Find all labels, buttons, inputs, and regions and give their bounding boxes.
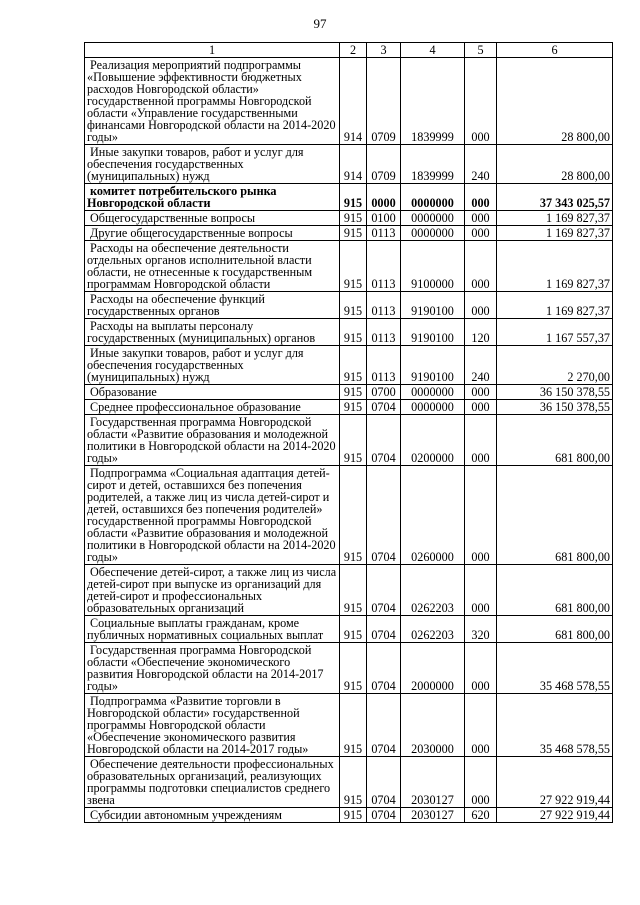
- table-row: [85, 415, 613, 466]
- table-row: [85, 346, 613, 385]
- row-target-code: 9190100: [401, 346, 465, 385]
- row-target-code: 1839999: [401, 145, 465, 184]
- row-expense-type: 240: [465, 346, 497, 385]
- row-expense-type: 000: [465, 211, 497, 226]
- row-target-code: 0000000: [401, 226, 465, 241]
- row-expense-type: 000: [465, 241, 497, 292]
- row-ministry-code: 914: [340, 58, 367, 145]
- row-amount: 37 343 025,57: [497, 184, 613, 211]
- row-amount: 681 800,00: [497, 466, 613, 565]
- row-expense-type: 620: [465, 808, 497, 823]
- table-row: [85, 466, 613, 565]
- row-expense-type: 320: [465, 616, 497, 643]
- row-target-code: 0000000: [401, 400, 465, 415]
- row-section-code: 0113: [367, 241, 401, 292]
- row-name: Образование: [85, 385, 340, 400]
- row-name: Государственная программа Новгородской области «Развитие образования и молодежной политики в Новгородской области на 2014-2020 годы»: [85, 415, 340, 466]
- row-ministry-code: 915: [340, 643, 367, 694]
- row-target-code: 0262203: [401, 616, 465, 643]
- row-name: Социальные выплаты гражданам, кроме публичных нормативных социальных выплат: [85, 616, 340, 643]
- row-name: Подпрограмма «Развитие торговли в Новгородской области» государственной программы Новгородской области «Обеспечение экономического развития Новгородской области на 2014-2017 годы»: [85, 694, 340, 757]
- column-header-6: 6: [497, 43, 613, 58]
- row-amount: 681 800,00: [497, 415, 613, 466]
- row-target-code: 2030000: [401, 694, 465, 757]
- row-expense-type: 000: [465, 643, 497, 694]
- row-amount: 1 169 827,37: [497, 292, 613, 319]
- row-expense-type: 000: [465, 292, 497, 319]
- row-target-code: 9100000: [401, 241, 465, 292]
- column-header-3: 3: [367, 43, 401, 58]
- row-target-code: 0000000: [401, 385, 465, 400]
- row-name: Иные закупки товаров, работ и услуг для обеспечения государственных (муниципальных) нужд: [85, 346, 340, 385]
- row-ministry-code: 915: [340, 415, 367, 466]
- table-row: [85, 226, 613, 241]
- row-ministry-code: 915: [340, 757, 367, 808]
- row-section-code: 0113: [367, 226, 401, 241]
- row-section-code: 0113: [367, 346, 401, 385]
- row-expense-type: 000: [465, 466, 497, 565]
- row-amount: 681 800,00: [497, 565, 613, 616]
- page-number: 97: [313, 16, 327, 31]
- row-section-code: 0704: [367, 400, 401, 415]
- row-amount: 27 922 919,44: [497, 808, 613, 823]
- row-amount: 28 800,00: [497, 58, 613, 145]
- row-amount: 1 169 827,37: [497, 211, 613, 226]
- row-name: Обеспечение деятельности профессиональных образовательных организаций, реализующих программы подготовки специалистов среднего звена: [85, 757, 340, 808]
- row-section-code: 0704: [367, 565, 401, 616]
- table-row: [85, 616, 613, 643]
- row-target-code: 0260000: [401, 466, 465, 565]
- row-amount: 1 169 827,37: [497, 226, 613, 241]
- table-row: [85, 808, 613, 823]
- row-ministry-code: 915: [340, 565, 367, 616]
- row-ministry-code: 914: [340, 145, 367, 184]
- row-amount: 28 800,00: [497, 145, 613, 184]
- row-section-code: 0113: [367, 319, 401, 346]
- row-expense-type: 000: [465, 58, 497, 145]
- row-name: Подпрограмма «Социальная адаптация детей-сирот и детей, оставшихся без попечения родителей, а также лиц из числа детей-сирот и детей, оставшихся без попечения родителей» государственной программы Новгородской области «Развитие образования и молодежной политики в Новгородской области на 2014-2020 годы»: [85, 466, 340, 565]
- row-name: Государственная программа Новгородской области «Обеспечение экономического развития Новгородской области на 2014-2017 годы»: [85, 643, 340, 694]
- row-ministry-code: 915: [340, 226, 367, 241]
- row-target-code: 2030127: [401, 808, 465, 823]
- row-name: Расходы на обеспечение деятельности отдельных органов исполнительной власти области, не отнесенные к государственным программам Новгородской области: [85, 241, 340, 292]
- row-name: Другие общегосударственные вопросы: [85, 226, 340, 241]
- row-section-code: 0704: [367, 643, 401, 694]
- budget-table: [84, 42, 613, 823]
- row-name: Обеспечение детей-сирот, а также лиц из числа детей-сирот при выпуске из организаций для детей-сирот и профессиональных образовательных организаций: [85, 565, 340, 616]
- table-row: [85, 565, 613, 616]
- row-amount: 681 800,00: [497, 616, 613, 643]
- row-section-code: 0704: [367, 415, 401, 466]
- row-amount: 36 150 378,55: [497, 400, 613, 415]
- row-section-code: 0704: [367, 694, 401, 757]
- table-row: [85, 385, 613, 400]
- row-target-code: 2000000: [401, 643, 465, 694]
- row-expense-type: 000: [465, 226, 497, 241]
- row-target-code: 0262203: [401, 565, 465, 616]
- row-target-code: 1839999: [401, 58, 465, 145]
- row-ministry-code: 915: [340, 211, 367, 226]
- row-amount: 1 169 827,37: [497, 241, 613, 292]
- row-ministry-code: 915: [340, 292, 367, 319]
- column-header-2: 2: [340, 43, 367, 58]
- row-ministry-code: 915: [340, 616, 367, 643]
- table-row: [85, 319, 613, 346]
- row-name: Реализация мероприятий подпрограммы «Повышение эффективности бюджетных расходов Новгородской области» государственной программы Новгородской области «Управление государственными финансами Новгородской области на 2014-2020 годы»: [85, 58, 340, 145]
- row-expense-type: 000: [465, 385, 497, 400]
- row-name: Иные закупки товаров, работ и услуг для обеспечения государственных (муниципальных) нужд: [85, 145, 340, 184]
- row-target-code: 0000000: [401, 184, 465, 211]
- table-row: [85, 241, 613, 292]
- row-section-code: 0704: [367, 808, 401, 823]
- table-row: [85, 757, 613, 808]
- row-expense-type: 000: [465, 565, 497, 616]
- row-target-code: 9190100: [401, 319, 465, 346]
- row-expense-type: 000: [465, 400, 497, 415]
- row-expense-type: 000: [465, 184, 497, 211]
- row-section-code: 0704: [367, 757, 401, 808]
- row-ministry-code: 915: [340, 241, 367, 292]
- row-name: Расходы на выплаты персоналу государственных (муниципальных) органов: [85, 319, 340, 346]
- row-ministry-code: 915: [340, 319, 367, 346]
- row-section-code: 0700: [367, 385, 401, 400]
- table-row: [85, 694, 613, 757]
- row-name: Расходы на обеспечение функций государственных органов: [85, 292, 340, 319]
- table-row: [85, 643, 613, 694]
- row-ministry-code: 915: [340, 346, 367, 385]
- row-section-code: 0000: [367, 184, 401, 211]
- column-header-4: 4: [401, 43, 465, 58]
- table-row: [85, 145, 613, 184]
- row-name: Субсидии автономным учреждениям: [85, 808, 340, 823]
- row-ministry-code: 915: [340, 184, 367, 211]
- header-row: [85, 43, 613, 58]
- row-section-code: 0709: [367, 145, 401, 184]
- row-name: комитет потребительского рынка Новгородской области: [85, 184, 340, 211]
- row-target-code: 9190100: [401, 292, 465, 319]
- row-amount: 35 468 578,55: [497, 643, 613, 694]
- column-header-1: 1: [85, 43, 340, 58]
- table-body: [85, 58, 613, 823]
- row-amount: 27 922 919,44: [497, 757, 613, 808]
- row-ministry-code: 915: [340, 694, 367, 757]
- row-section-code: 0704: [367, 466, 401, 565]
- row-expense-type: 120: [465, 319, 497, 346]
- row-amount: 2 270,00: [497, 346, 613, 385]
- table-row: [85, 400, 613, 415]
- row-target-code: 0200000: [401, 415, 465, 466]
- row-expense-type: 240: [465, 145, 497, 184]
- row-ministry-code: 915: [340, 808, 367, 823]
- row-expense-type: 000: [465, 757, 497, 808]
- row-section-code: 0704: [367, 616, 401, 643]
- table-row: [85, 184, 613, 211]
- table-row: [85, 58, 613, 145]
- row-amount: 36 150 378,55: [497, 385, 613, 400]
- row-target-code: 0000000: [401, 211, 465, 226]
- row-amount: 35 468 578,55: [497, 694, 613, 757]
- row-ministry-code: 915: [340, 400, 367, 415]
- column-header-5: 5: [465, 43, 497, 58]
- row-amount: 1 167 557,37: [497, 319, 613, 346]
- row-name: Среднее профессиональное образование: [85, 400, 340, 415]
- row-target-code: 2030127: [401, 757, 465, 808]
- table-row: [85, 292, 613, 319]
- row-name: Общегосударственные вопросы: [85, 211, 340, 226]
- table-row: [85, 211, 613, 226]
- row-expense-type: 000: [465, 415, 497, 466]
- row-ministry-code: 915: [340, 466, 367, 565]
- row-section-code: 0113: [367, 292, 401, 319]
- row-section-code: 0709: [367, 58, 401, 145]
- row-expense-type: 000: [465, 694, 497, 757]
- row-section-code: 0100: [367, 211, 401, 226]
- row-ministry-code: 915: [340, 385, 367, 400]
